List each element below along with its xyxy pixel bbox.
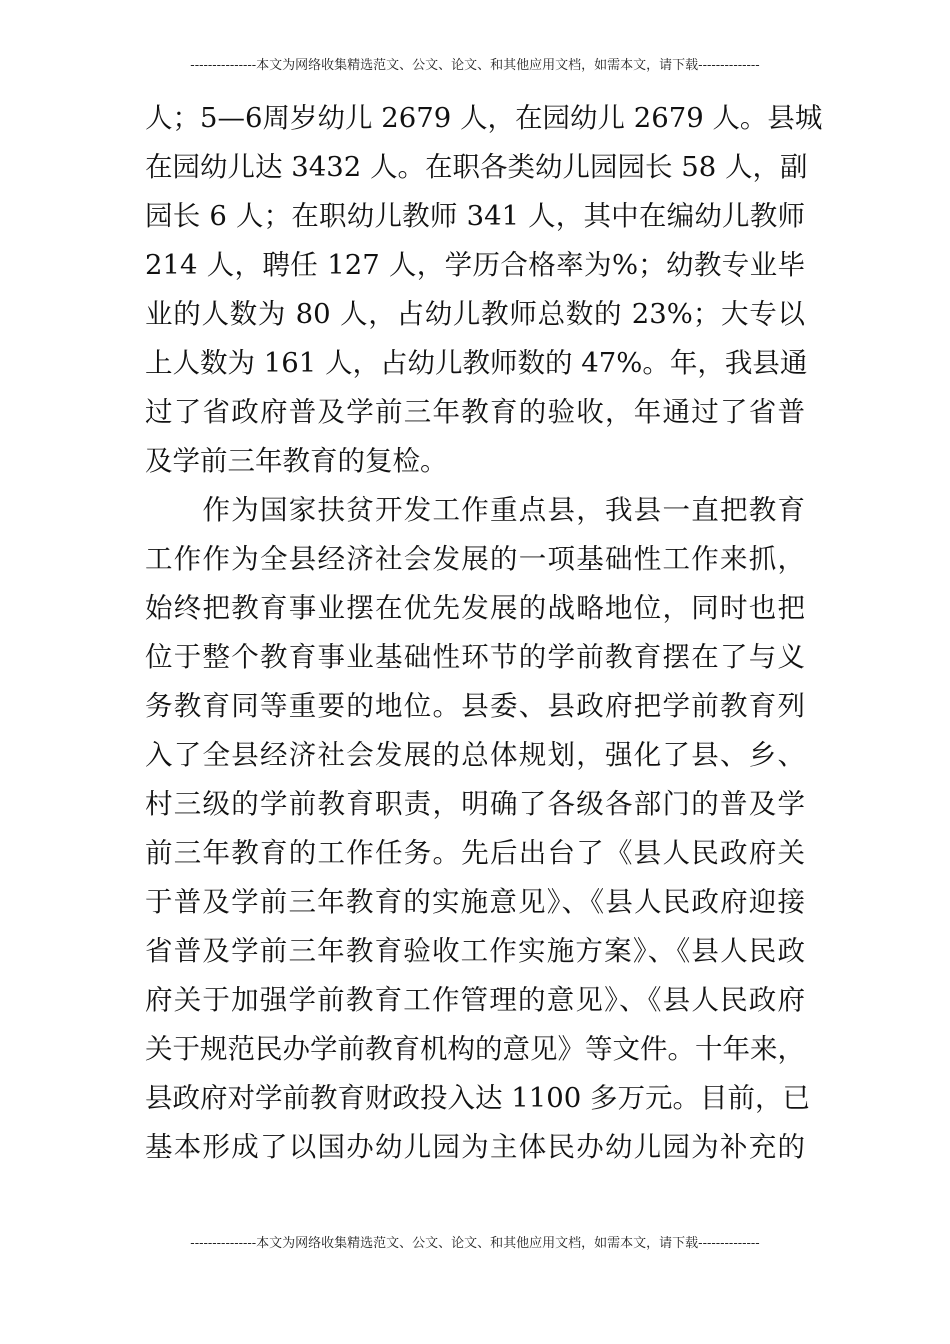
text-line: 作为国家扶贫开发工作重点县，我县一直把教育 [145,494,805,526]
text-line: 位于整个教育事业基础性环节的学前教育摆在了与义 [145,641,805,673]
text-line: 在园幼儿达 3432 人。在职各类幼儿园园长 58 人，副 [145,151,808,183]
text-line: 县政府对学前教育财政投入达 1100 多万元。目前，已 [145,1082,810,1114]
text-line: 上人数为 161 人，占幼儿教师数的 47%。年，我县通 [145,347,808,379]
text-line: 业的人数为 80 人，占幼儿教师总数的 23%；大专以 [145,298,805,330]
text-line: 于普及学前三年教育的实施意见》、《县人民政府迎接 [145,886,805,918]
text-line: 入了全县经济社会发展的总体规划，强化了县、乡、 [145,739,805,771]
running-header: ---------------本文为网络收集精选范文、公文、论文、和其他应用文档，如需本文，请下载-------------- [190,58,760,73]
text-line: 关于规范民办学前教育机构的意见》等文件。十年来， [145,1033,805,1065]
text-line: 省普及学前三年教育验收工作实施方案》、《县人民政 [145,935,805,967]
text-line: 始终把教育事业摆在优先发展的战略地位，同时也把 [145,592,805,624]
text-line: 及学前三年教育的复检。 [145,445,448,477]
text-line: 过了省政府普及学前三年教育的验收，年通过了省普 [145,396,805,428]
running-footer: ---------------本文为网络收集精选范文、公文、论文、和其他应用文档，如需本文，请下载-------------- [190,1236,760,1251]
body-text [145,94,823,1172]
text-line: 园长 6 人；在职幼儿教师 341 人，其中在编幼儿教师 [145,200,805,232]
text-line: 村三级的学前教育职责，明确了各级各部门的普及学 [145,788,805,820]
text-line: 前三年教育的工作任务。先后出台了《县人民政府关 [145,837,805,869]
text-line: 人；5—6周岁幼儿 2679 人，在园幼儿 2679 人。县城 [145,102,823,134]
text-line: 府关于加强学前教育工作管理的意见》、《县人民政府 [145,984,805,1016]
text-line: 工作作为全县经济社会发展的一项基础性工作来抓， [145,543,805,575]
text-line: 214 人，聘任 127 人，学历合格率为%；幼教专业毕 [145,249,805,281]
text-line: 基本形成了以国办幼儿园为主体民办幼儿园为补充的 [145,1131,805,1163]
text-line: 务教育同等重要的地位。县委、县政府把学前教育列 [145,690,805,722]
